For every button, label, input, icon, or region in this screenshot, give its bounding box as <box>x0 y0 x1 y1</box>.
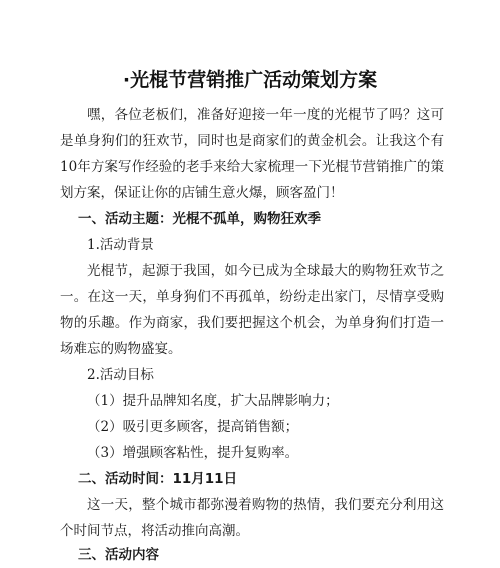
subsection-heading-goals: 2.活动目标 <box>87 367 154 383</box>
goal-item-2: （2）吸引更多顾客，提高销售额； <box>87 419 299 435</box>
goal-item-1: （1）提升品牌知名度，扩大品牌影响力； <box>87 393 339 409</box>
background-paragraph: 光棍节，起源于我国，如今已成为全球最大的购物狂欢节之一。在这一天，单身狗们不再孤单，纷纷走出家门，尽情享受购物的乐趣。作为商家，我们要把握这个机会，为单身狗们打造一场难忘的购物盛宴。 <box>60 263 444 357</box>
intro-paragraph: 嘿，各位老板们，准备好迎接一年一度的光棍节了吗？这可是单身狗们的狂欢节，同时也是商家们的黄金机会。让我这个有10年方案写作经验的老手来给大家梳理一下光棍节营销推广的策划方案，保证让你的店铺生意火爆，顾客盈门！ <box>60 107 444 201</box>
time-paragraph: 这一天，整个城市都弥漫着购物的热情，我们要充分利用这个时间节点，将活动推向高潮。 <box>60 497 444 539</box>
goal-item-3: （3）增强顾客粘性，提升复购率。 <box>87 445 299 461</box>
subsection-heading-background: 1.活动背景 <box>87 237 154 253</box>
document-title: ·光棍节营销推广活动策划方案 <box>122 69 378 91</box>
section-heading-content: 三、活动内容 <box>78 547 159 563</box>
section-heading-time: 二、活动时间：11月11日 <box>78 471 238 487</box>
section-heading-theme: 一、活动主题：光棍不孤单，购物狂欢季 <box>78 211 321 227</box>
